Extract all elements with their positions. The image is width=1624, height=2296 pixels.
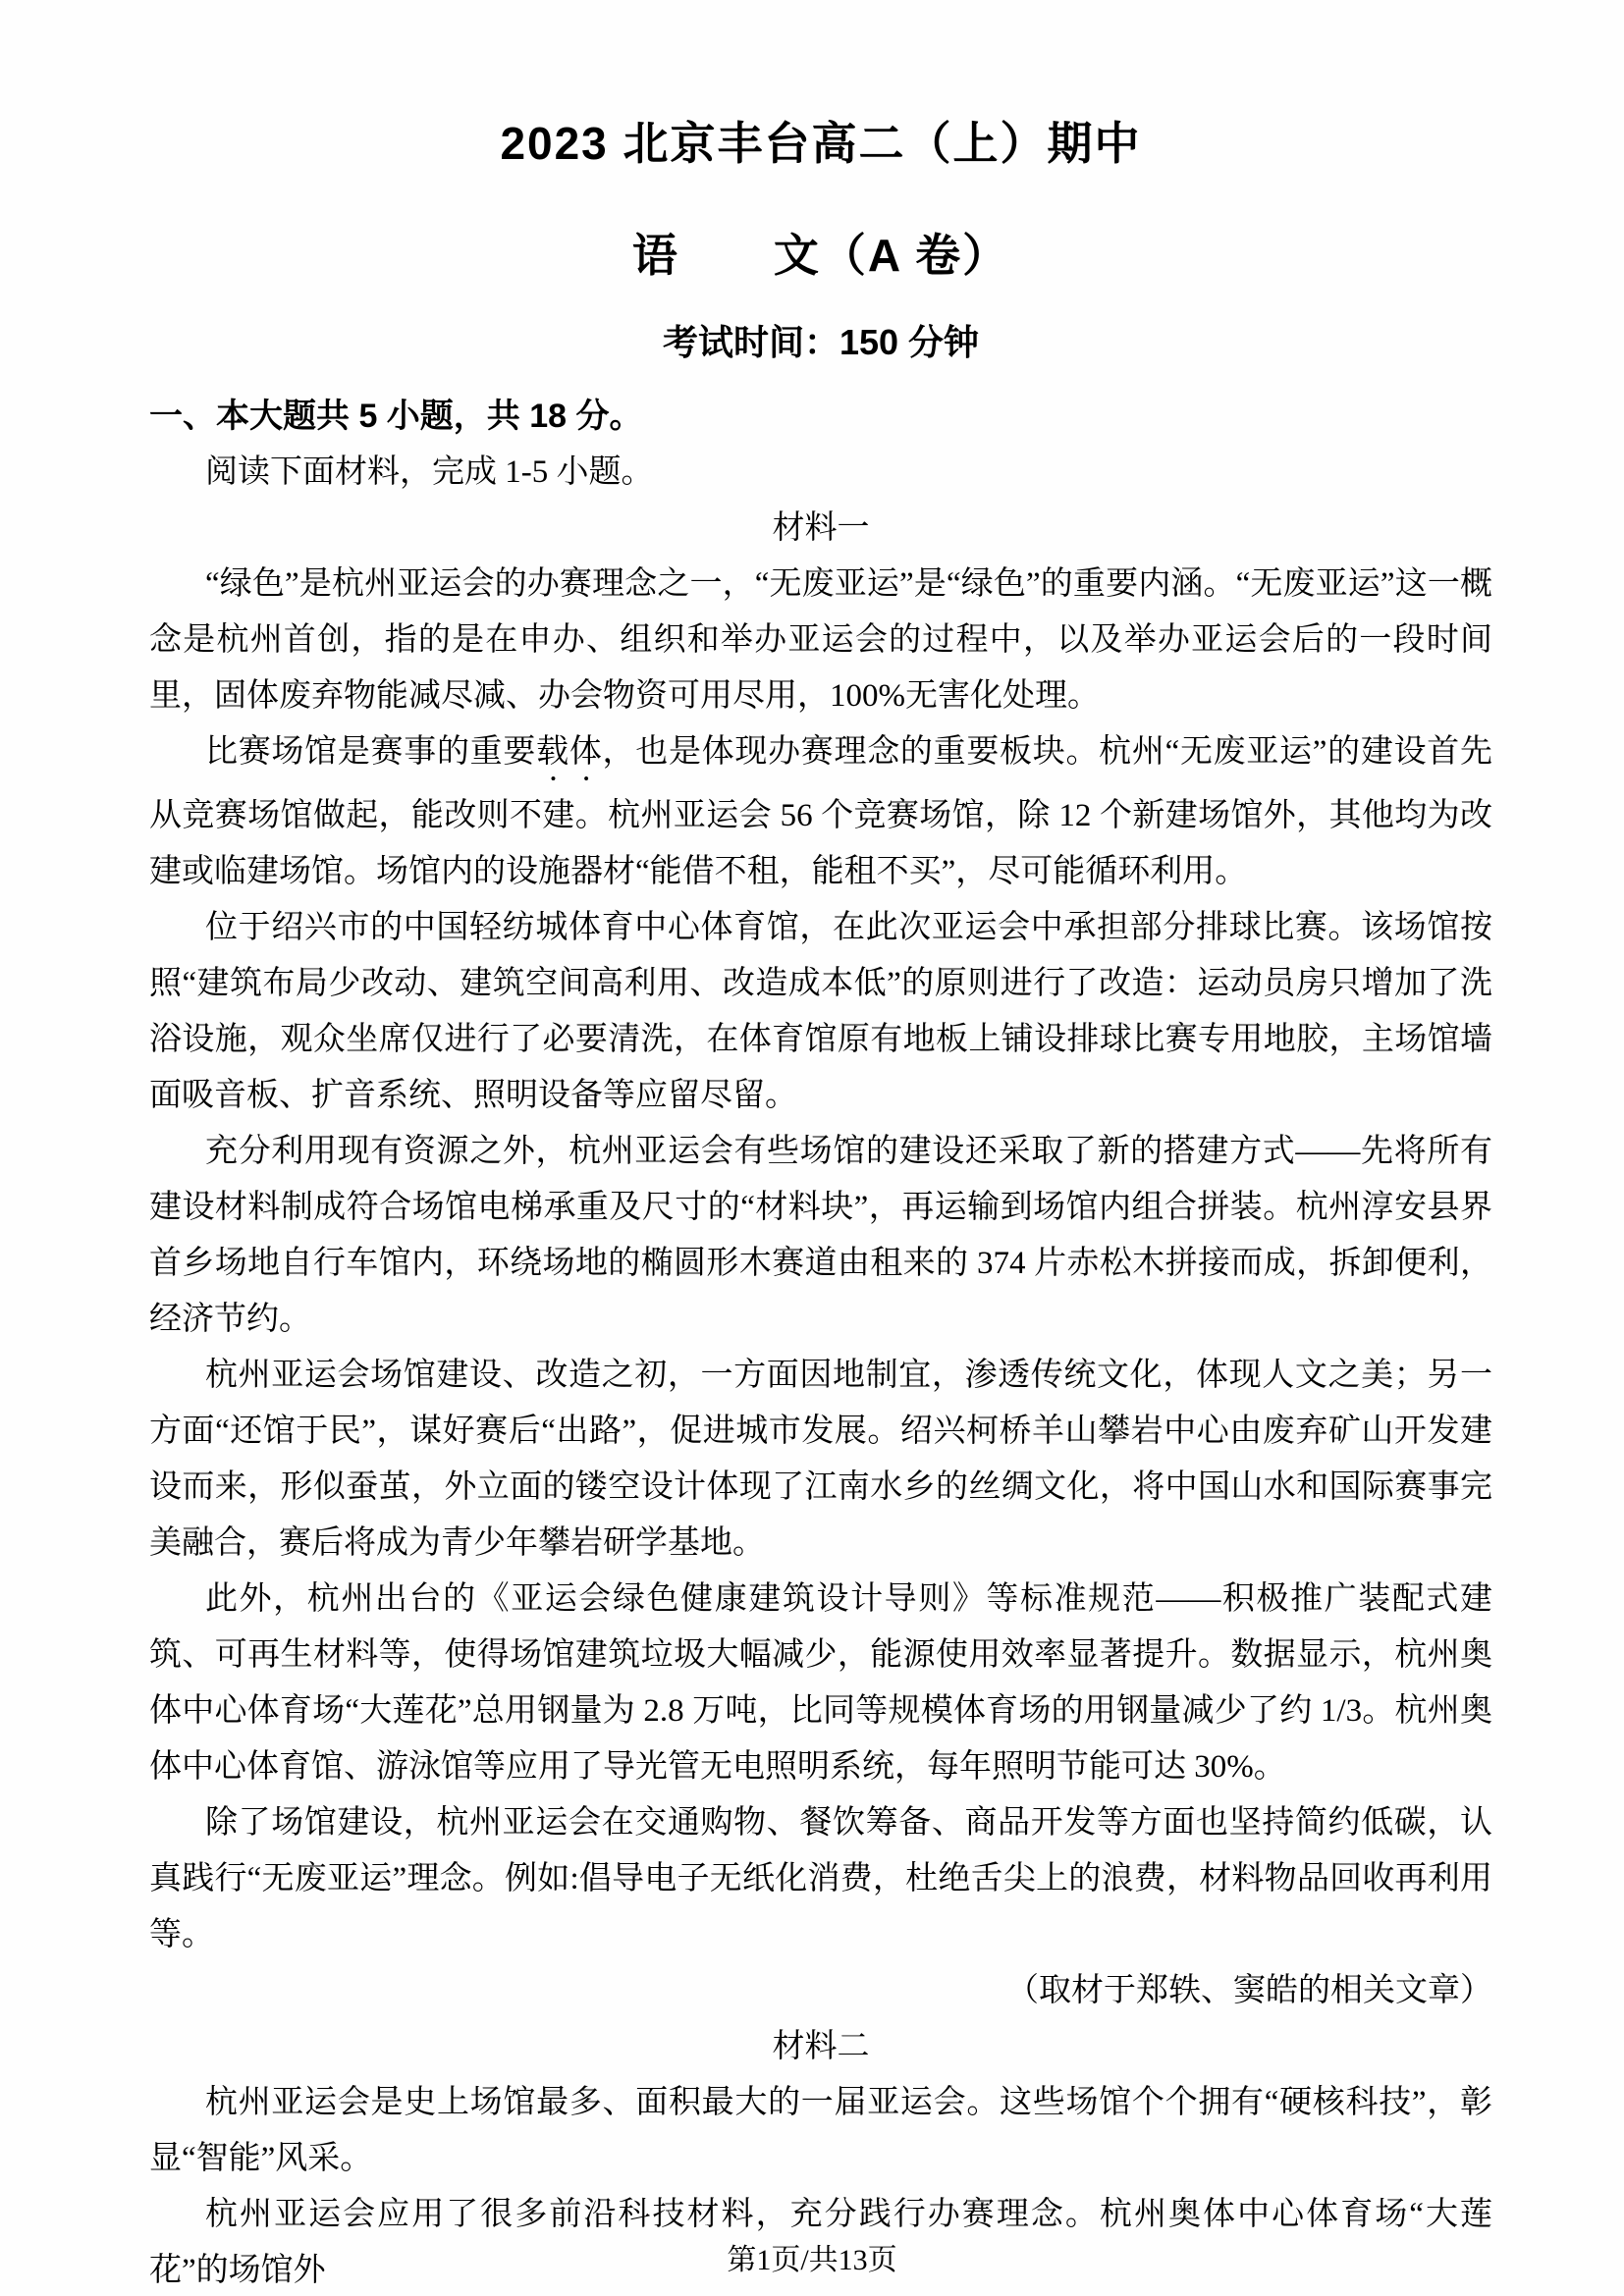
exam-subject-title: 语 文（A 卷） xyxy=(631,230,1010,281)
material-two-paragraph-2: 杭州亚运会应用了很多前沿科技材料，充分践行办赛理念。杭州奥体中心体育场“大莲花”的场馆外 xyxy=(149,2197,1492,2288)
paragraph-2-emphasized-term: 载体 xyxy=(536,734,603,770)
material-one-paragraph-7: 除了场馆建设，杭州亚运会在交通购物、餐饮筹备、商品开发等方面也坚持简约低碳，认真践行“无废亚运”理念。例如:倡导电子无纸化消费，杜绝舌尖上的浪费，材料物品回收再利用等。 xyxy=(149,1805,1492,1952)
material-one-paragraph-2 xyxy=(149,724,1492,900)
exam-duration: 考试时间：150 分钟 xyxy=(662,322,980,362)
material-one-label: 材料一 xyxy=(772,510,870,546)
material-one-paragraph-1: “绿色”是杭州亚运会的办赛理念之一，“无废亚运”是“绿色”的重要内涵。“无废亚运”这一概念是杭州首创，指的是在申办、组织和举办亚运会的过程中，以及举办亚运会后的一段时间里，固体废弃物能减尽减、办会物资可用尽用，100%无害化处理。 xyxy=(149,566,1492,714)
material-one-paragraph-4: 充分利用现有资源之外，杭州亚运会有些场馆的建设还采取了新的搭建方式——先将所有建设材料制成符合场馆电梯承重及尺寸的“材料块”，再运输到场馆内组合拼装。杭州淳安县界首乡场地自行车馆内，环绕场地的椭圆形木赛道由租来的 374 片赤松木拼接而成，拆卸便利，经济节约。 xyxy=(149,1134,1492,1337)
reading-instruction: 阅读下面材料，完成 1-5 小题。 xyxy=(205,454,654,490)
material-one-paragraph-3: 位于绍兴市的中国轻纺城体育中心体育馆，在此次亚运会中承担部分排球比赛。该场馆按照“建筑布局少改动、建筑空间高利用、改造成本低”的原则进行了改造：运动员房只增加了洗浴设施，观众坐席仅进行了必要清洗，在体育馆原有地板上铺设排球比赛专用地胶，主场馆墙面吸音板、扩音系统、照明设备等应留尽留。 xyxy=(149,910,1492,1113)
material-two-paragraph-1: 杭州亚运会是史上场馆最多、面积最大的一届亚运会。这些场馆个个拥有“硬核科技”，彰显“智能”风采。 xyxy=(149,2085,1492,2176)
page-number-indicator: 第1页/共13页 xyxy=(727,2244,897,2276)
section-one-heading: 一、本大题共 5 小题，共 18 分。 xyxy=(149,398,643,435)
material-one-paragraph-5: 杭州亚运会场馆建设、改造之初，一方面因地制宜，渗透传统文化，体现人文之美；另一方面“还馆于民”，谋好赛后“出路”，促进城市发展。绍兴柯桥羊山攀岩中心由废弃矿山开发建设而来，形似蚕茧，外立面的镂空设计体现了江南水乡的丝绸文化，将中国山水和国际赛事完美融合，赛后将成为青少年攀岩研学基地。 xyxy=(149,1358,1492,1561)
material-one-source-attribution: （取材于郑轶、窦皓的相关文章） xyxy=(1006,1973,1492,2008)
paragraph-2-text-before: 比赛场馆是赛事的重要 xyxy=(205,734,537,770)
exam-title: 2023 北京丰台高二（上）期中 xyxy=(500,118,1142,169)
material-two-label: 材料二 xyxy=(772,2029,870,2064)
paragraph-2-text-after: ，也是体现办赛理念的重要板块。杭州“无废亚运”的建设首先从竞赛场馆做起，能改则不建。杭州亚运会 56 个竞赛场馆，除 12 个新建场馆外，其他均为改建或临建场馆。场馆内的设施器材“能借不租，能租不买”，尽可能循环利用。 xyxy=(149,734,1493,889)
material-one-paragraph-6: 此外，杭州出台的《亚运会绿色健康建筑设计导则》等标准规范——积极推广装配式建筑、可再生材料等，使得场馆建筑垃圾大幅减少，能源使用效率显著提升。数据显示，杭州奥体中心体育场“大莲花”总用钢量为 2.8 万吨，比同等规模体育场的用钢量减少了约 1/3。杭州奥体中心体育馆、游泳馆等应用了导光管无电照明系统，每年照明节能可达 30%。 xyxy=(149,1581,1492,1785)
